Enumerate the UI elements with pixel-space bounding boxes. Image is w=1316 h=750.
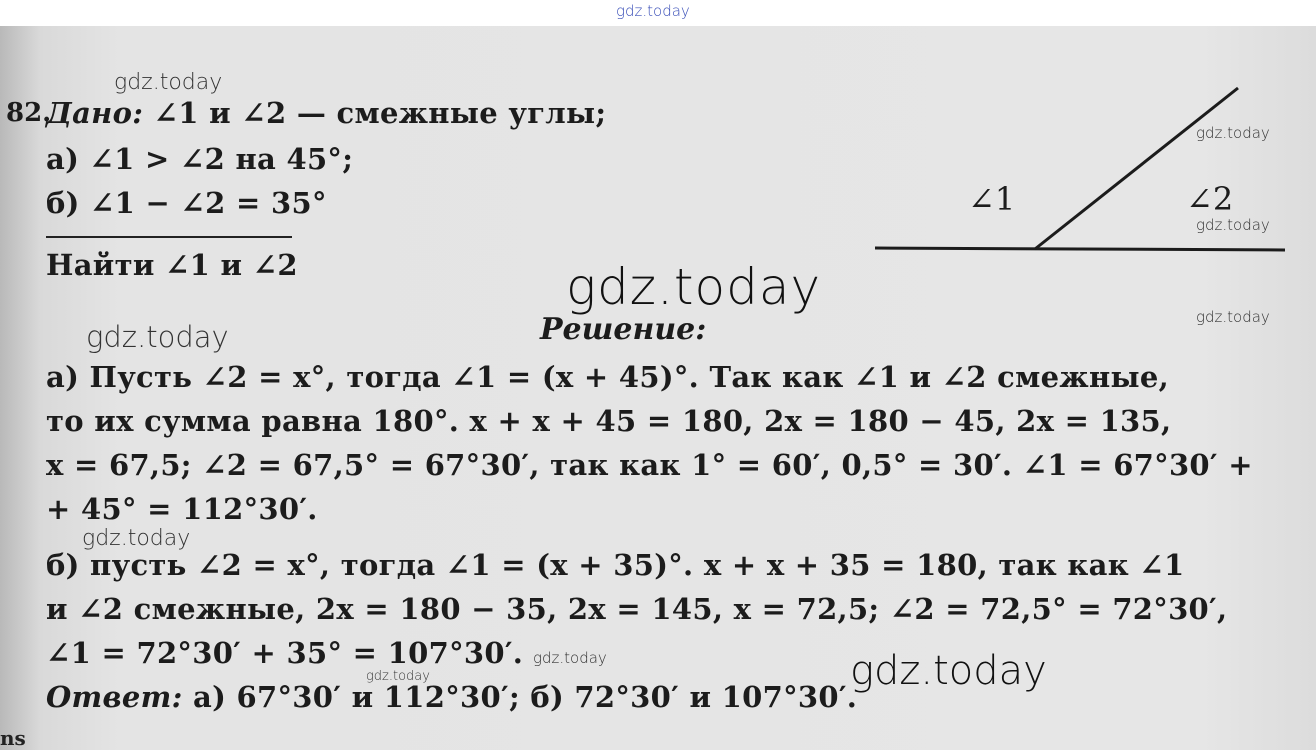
answer-text: а) 67°30′ и 112°30′; б) 72°30′ и 107°30′. [182,680,858,714]
solution-line-2: то их сумма равна 180°. x + x + 45 = 180, 2x = 180 − 45, 2x = 135, [46,404,1172,438]
answer-label: Ответ: [46,680,183,714]
solution-line-7: ∠1 = 72°30′ + 35° = 107°30′. [46,636,524,670]
given-text: ∠1 и ∠2 — смежные углы; [143,96,607,130]
cut-off-text: ns [0,726,26,750]
given-divider [46,236,292,238]
problem-number: 82. [6,98,52,128]
watermark-big-2: gdz.today [850,648,1047,694]
base-line [875,248,1285,250]
solution-line-6: и ∠2 смежные, 2x = 180 − 35, 2x = 145, x = 72,5; ∠2 = 72,5° = 72°30′, [46,592,1228,626]
given-line [46,96,606,130]
watermark-5: gdz.today [86,320,229,354]
watermark-1: gdz.today [114,70,223,95]
solution-line-1: а) Пусть ∠2 = x°, тогда ∠1 = (x + 45)°. Так как ∠1 и ∠2 смежные, [46,360,1170,394]
angle-2-label: ∠2 [1186,180,1234,218]
watermark-6: gdz.today [82,526,191,551]
watermark-top: gdz.today [616,2,690,20]
condition-b: б) ∠1 − ∠2 = 35° [46,186,327,220]
adjacent-angles-diagram [870,80,1290,270]
watermark-3: gdz.today [1196,216,1270,234]
watermark-2: gdz.today [1196,124,1270,142]
solution-line-5: б) пусть ∠2 = x°, тогда ∠1 = (x + 35)°. x + x + 35 = 180, так как ∠1 [46,548,1185,582]
given-label: Дано: [46,96,144,130]
answer-line [46,680,857,714]
find-line: Найти ∠1 и ∠2 [46,248,298,282]
watermark-4: gdz.today [1196,308,1270,326]
watermark-big-1: gdz.today [566,258,822,316]
angle-1-label: ∠1 [968,180,1016,218]
solution-line-4: + 45° = 112°30′. [46,492,318,526]
watermark-8: gdz.today [366,669,430,684]
solution-line-3: x = 67,5; ∠2 = 67,5° = 67°30′, так как 1° = 60′, 0,5° = 30′. ∠1 = 67°30′ + [46,448,1253,482]
watermark-7: gdz.today [533,649,607,667]
condition-a: а) ∠1 > ∠2 на 45°; [46,142,354,176]
solution-heading: Решение: [540,312,707,347]
